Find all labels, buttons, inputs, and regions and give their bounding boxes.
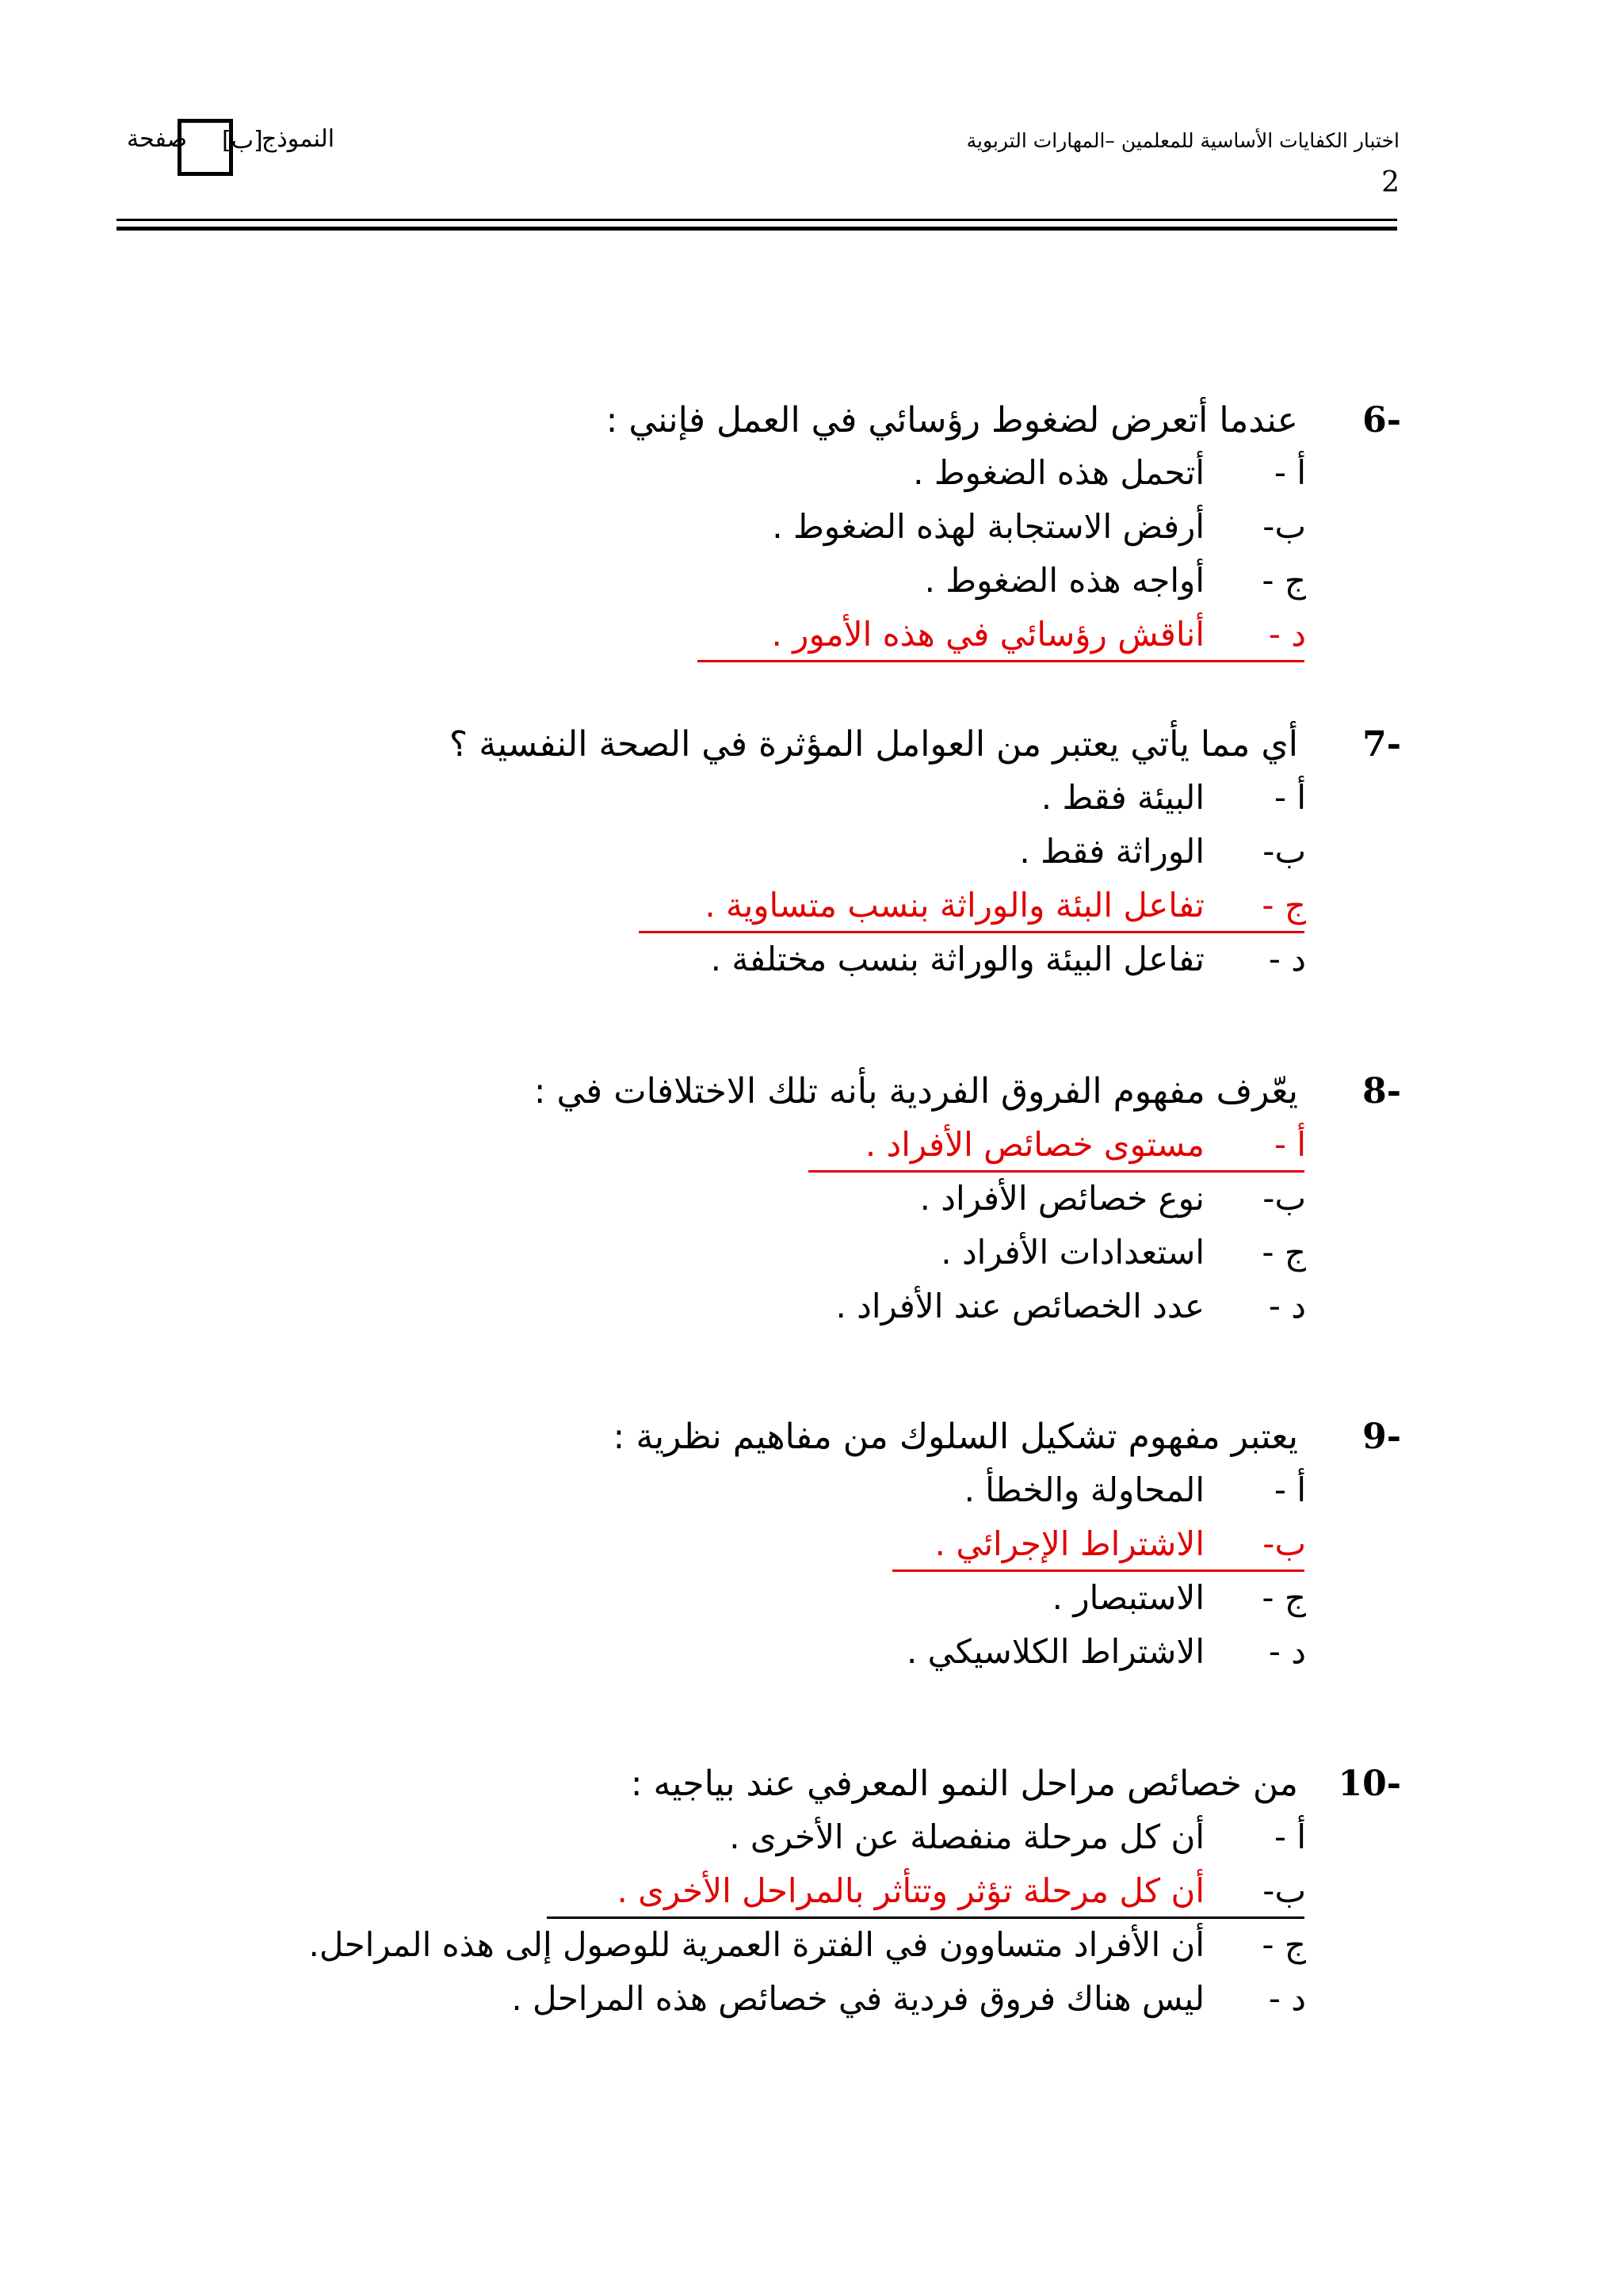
correct-option-text: الاشتراط الإجرائي . xyxy=(934,1524,1205,1563)
option-letter: أ - xyxy=(1274,453,1306,492)
option-text: أتحمل هذه الضغوط . xyxy=(913,453,1205,492)
question-number: 7- xyxy=(1362,724,1401,765)
exam-title: اختبار الكفايات الأساسية للمعلمين –المهارات التربوية xyxy=(966,129,1400,152)
option-text: المحاولة والخطأ . xyxy=(964,1470,1205,1509)
correct-option-text: أناقش رؤسائي في هذه الأمور . xyxy=(771,615,1205,654)
model-value: [ب] xyxy=(222,127,263,154)
option-letter: د - xyxy=(1268,1287,1306,1325)
answer-underline xyxy=(892,1569,1304,1572)
option-text: نوع خصائص الأفراد . xyxy=(919,1179,1205,1218)
question-text: يعّرف مفهوم الفروق الفردية بأنه تلك الاختلافات في : xyxy=(533,1071,1298,1112)
option-letter: ب- xyxy=(1262,1179,1306,1218)
correct-option-letter: ب- xyxy=(1262,1524,1306,1563)
header-rule-thick xyxy=(116,227,1397,231)
page-number: 2 xyxy=(1381,166,1400,199)
option-letter: ج - xyxy=(1262,1925,1306,1964)
option-text: أن كل مرحلة منفصلة عن الأخرى . xyxy=(729,1817,1205,1856)
page-word: صفحة xyxy=(127,125,188,153)
question-number: 6- xyxy=(1362,400,1401,441)
option-letter: ب- xyxy=(1262,507,1306,546)
option-text: الاستبصار . xyxy=(1052,1578,1205,1617)
option-text: أرفض الاستجابة لهذه الضغوط . xyxy=(772,507,1205,546)
option-letter: د - xyxy=(1268,1632,1306,1671)
correct-option-text: مستوى خصائص الأفراد . xyxy=(865,1125,1205,1164)
answer-underline xyxy=(547,1917,1304,1919)
correct-option-text: تفاعل البئة والوراثة بنسب متساوية . xyxy=(705,886,1205,925)
option-text: البيئة فقط . xyxy=(1041,778,1205,817)
option-letter: أ - xyxy=(1274,1817,1306,1856)
correct-option-text: أن كل مرحلة تؤثر وتتأثر بالمراحل الأخرى . xyxy=(617,1871,1205,1910)
option-text: تفاعل البيئة والوراثة بنسب مختلفة . xyxy=(710,940,1205,978)
question-text: يعتبر مفهوم تشكيل السلوك من مفاهيم نظرية : xyxy=(613,1417,1298,1457)
header-rule-thin xyxy=(116,219,1397,221)
option-text: ليس هناك فروق فردية في خصائص هذه المراحل . xyxy=(511,1979,1205,2018)
answer-underline xyxy=(808,1170,1304,1173)
option-text: استعدادات الأفراد . xyxy=(941,1233,1205,1272)
question-text: أي مما يأتي يعتبر من العوامل المؤثرة في الصحة النفسية ؟ xyxy=(449,724,1298,765)
correct-option-letter: ج - xyxy=(1262,886,1306,925)
question-number: 10- xyxy=(1338,1764,1401,1804)
option-text: الاشتراط الكلاسيكي . xyxy=(906,1632,1205,1671)
question-text: من خصائص مراحل النمو المعرفي عند بياجيه : xyxy=(630,1764,1298,1804)
option-letter: ب- xyxy=(1262,1871,1306,1910)
option-letter: ج - xyxy=(1262,1578,1306,1617)
option-text: أواجه هذه الضغوط . xyxy=(924,561,1205,600)
option-text: عدد الخصائص عند الأفراد . xyxy=(835,1287,1205,1325)
option-letter: د - xyxy=(1268,940,1306,978)
option-letter: أ - xyxy=(1274,1470,1306,1509)
model-label: النموذج xyxy=(262,125,335,153)
option-letter: ب- xyxy=(1262,832,1306,871)
question-text: عندما أتعرض لضغوط رؤسائي في العمل فإنني : xyxy=(605,400,1298,441)
answer-underline xyxy=(697,660,1304,662)
option-text: أن الأفراد متساوون في الفترة العمرية للوصول إلى هذه المراحل. xyxy=(308,1925,1205,1964)
answer-underline xyxy=(639,931,1304,933)
option-text: الوراثة فقط . xyxy=(1019,832,1205,871)
question-number: 8- xyxy=(1362,1071,1401,1112)
question-number: 9- xyxy=(1362,1417,1401,1457)
correct-option-letter: أ - xyxy=(1274,1125,1306,1164)
correct-option-letter: د - xyxy=(1268,615,1306,654)
option-letter: د - xyxy=(1268,1979,1306,2018)
option-letter: أ - xyxy=(1274,778,1306,817)
option-letter: ج - xyxy=(1262,1233,1306,1272)
option-letter: ج - xyxy=(1262,561,1306,600)
